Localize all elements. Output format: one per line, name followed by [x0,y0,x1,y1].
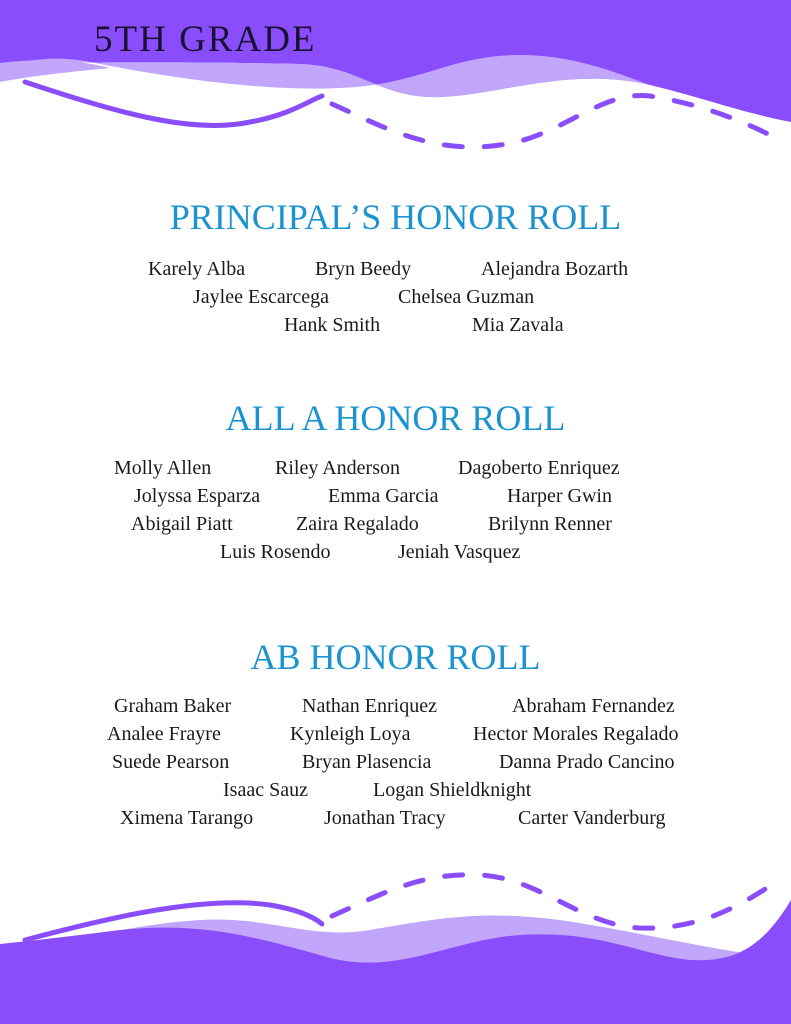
student-name: Hank Smith [284,314,381,336]
student-name: Suede Pearson [112,751,230,773]
bottom-wave-decoration [0,860,791,1024]
student-name: Nathan Enriquez [302,695,437,717]
student-name: Kynleigh Loya [290,723,411,745]
student-name: Hector Morales Regalado [473,723,679,745]
student-name: Isaac Sauz [223,779,308,801]
student-name: Graham Baker [114,695,232,717]
student-name: Abraham Fernandez [512,695,675,717]
top-dashed-stroke [332,95,770,147]
student-name: Logan Shieldknight [373,779,532,801]
student-name: Chelsea Guzman [398,286,535,308]
top-wave-light-lower [0,60,110,82]
principals-honor-roll-heading: PRINCIPAL’S HONOR ROLL [169,197,622,237]
student-name: Brilynn Renner [488,513,612,535]
student-name: Jaylee Escarcega [193,286,330,308]
student-name: Bryn Beedy [315,258,412,280]
student-name: Dagoberto Enriquez [458,457,620,479]
student-name: Bryan Plasencia [302,751,432,773]
student-name: Emma Garcia [328,485,439,507]
page-title: 5TH GRADE [94,19,317,60]
student-name: Jonathan Tracy [324,807,446,829]
ab-honor-roll-heading: AB HONOR ROLL [250,637,541,677]
student-name: Zaira Regalado [296,513,419,535]
student-name: Riley Anderson [275,457,400,479]
student-name: Jeniah Vasquez [398,541,521,563]
student-name: Danna Prado Cancino [499,751,675,773]
student-name: Alejandra Bozarth [481,258,629,280]
top-solid-stroke [25,82,322,126]
student-name: Jolyssa Esparza [134,485,261,507]
student-name: Molly Allen [114,457,212,479]
student-name: Ximena Tarango [120,807,254,829]
student-name: Carter Vanderburg [518,807,666,829]
student-name: Analee Frayre [107,723,221,745]
student-name: Luis Rosendo [220,541,331,563]
student-name: Mia Zavala [472,314,564,336]
student-name: Harper Gwin [507,485,612,507]
all-a-honor-roll-heading: ALL A HONOR ROLL [225,398,566,438]
student-name: Abigail Piatt [131,513,233,535]
student-name: Karely Alba [148,258,246,280]
